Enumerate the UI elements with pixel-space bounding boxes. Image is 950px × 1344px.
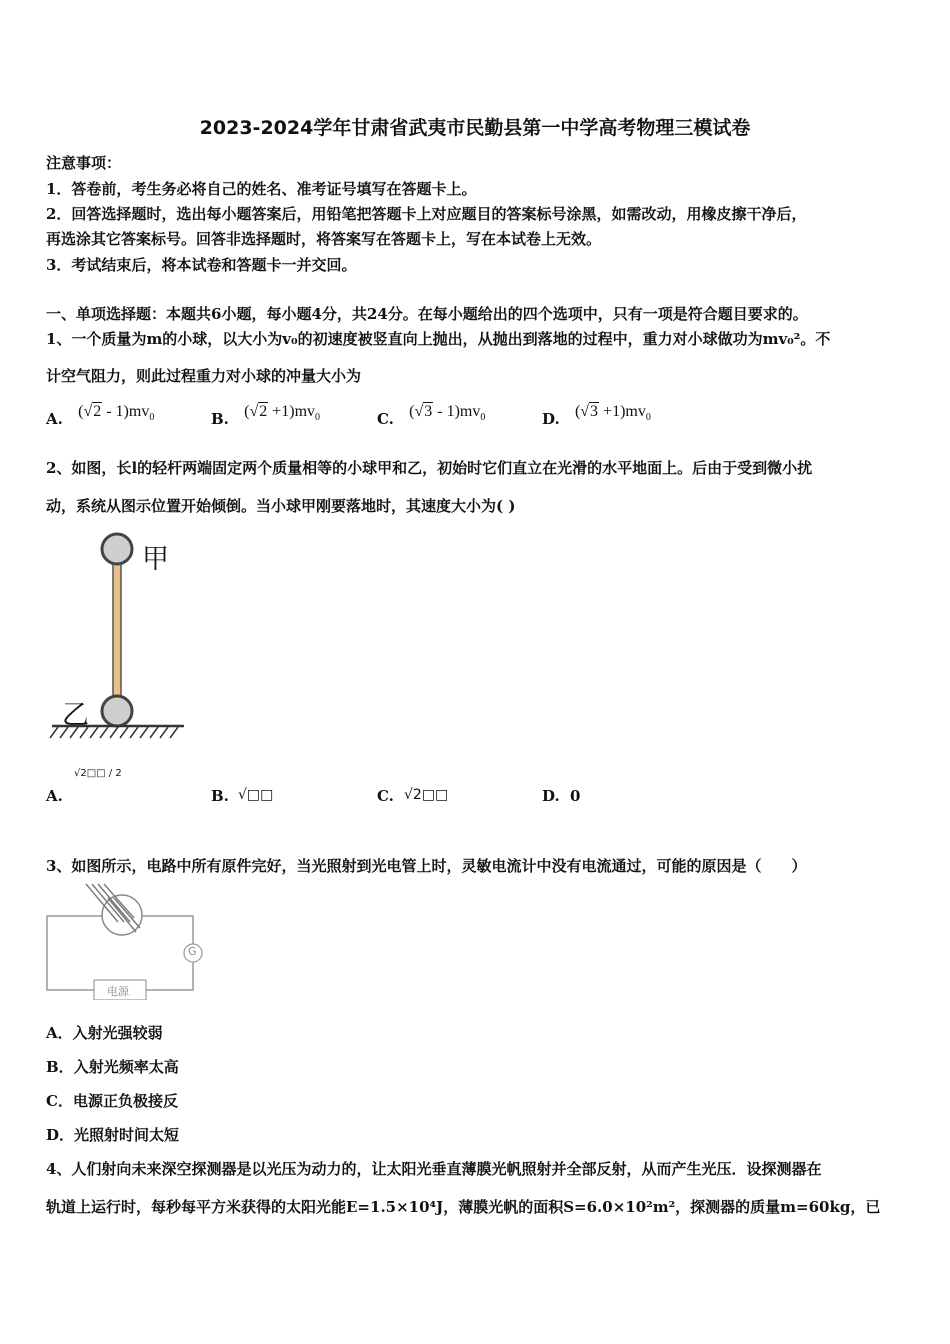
option-formula: $(√2 +1)mv_0$ [244,403,321,424]
q1-stem-line1: 1、一个质量为m的小球，以大小为v₀的初速度被竖直向上抛出，从抛出到落地的过程中，重力对小球做功为mv₀²。不 [46,330,831,348]
q2-option-c-label[interactable]: C. [377,787,394,805]
notice-item-2: 2．回答选择题时，选出每小题答案后，用铅笔把答题卡上对应题目的答案标号涂黑，如需改动，用橡皮擦干净后， [46,205,807,223]
notice-item-2-cont: 再选涂其它答案标号。回答非选择题时，将答案写在答题卡上，写在本试卷上无效。 [46,230,602,248]
q2-option-a-formula: √2□□ / 2 [74,768,122,779]
option-formula: $(√2 - 1)mv_0$ [78,403,155,424]
q4-stem-line2: 轨道上运行时，每秒每平方米获得的太阳光能E=1.5×10⁴J，薄膜光帆的面积S=6.0×10²m²，探测器的质量m=60kg，已 [46,1198,881,1216]
q2-option-b-formula: √□□ [238,787,274,803]
option-formula: $(√3 +1)mv_0$ [574,403,651,424]
page-title: 2023-2024学年甘肃省武夷市民勤县第一中学高考物理三模试卷 [199,117,751,139]
q3-stem: 3、如图所示，电路中所有原件完好，当光照射到光电管上时，灵敏电流计中没有电流通过，可能的原因是（ ） [46,857,807,875]
label-yi: 乙 [62,700,89,731]
notice-item-3: 3．考试结束后，将本试卷和答题卡一并交回。 [46,256,357,274]
q2-option-d-label[interactable]: D. [542,787,560,805]
galvanometer-label: G [188,945,197,958]
option-formula: $(√3 - 1)mv_0$ [409,403,486,424]
power-source-label: 电源 [107,985,129,998]
notice-heading: 注意事项： [46,154,122,172]
label-jia: 甲 [142,544,169,575]
option-label: A. [46,410,63,428]
ball-bottom [102,696,132,726]
q2-stem-line2: 动，系统从图示位置开始倾倒。当小球甲刚要落地时，其速度大小为( ) [46,497,516,515]
notice-item-1: 1．答卷前，考生务必将自己的姓名、准考证号填写在答题卡上。 [46,180,477,198]
q2-option-b-label[interactable]: B. [211,787,229,805]
q3-option-d[interactable]: D．光照射时间太短 [46,1126,180,1144]
option-label: D. [542,410,560,428]
q1-option-b[interactable] [211,403,321,431]
q2-stem-line1: 2、如图，长l的轻杆两端固定两个质量相等的小球甲和乙，初始时它们直立在光滑的水平地面上。后由于受到微小扰 [46,459,813,477]
q1-option-c[interactable] [377,403,486,431]
q1-stem-line2: 计空气阻力，则此过程重力对小球的冲量大小为 [46,367,362,385]
q3-option-a[interactable]: A．入射光强较弱 [46,1024,163,1042]
option-label: C. [377,410,394,428]
q1-option-a[interactable] [46,403,155,431]
q3-option-b[interactable]: B．入射光频率太高 [46,1058,179,1076]
q2-option-c-formula: √2□□ [404,787,449,803]
q1-option-d[interactable] [542,403,651,431]
q2-option-d-value: 0 [570,787,581,805]
option-label: B. [211,410,229,428]
q3-option-c[interactable]: C．电源正负极接反 [46,1092,178,1110]
rod [113,548,121,710]
section-heading: 一、单项选择题：本题共6小题，每小题4分，共24分。在每小题给出的四个选项中，只有一项是符合题目要求的。 [46,305,808,323]
q2-option-a-label[interactable]: A. [46,787,63,805]
q4-stem-line1: 4、人们射向未来深空探测器是以光压为动力的，让太阳光垂直薄膜光帆照射并全部反射，从而产生光压．设探测器在 [46,1160,822,1178]
ball-top [102,534,132,564]
